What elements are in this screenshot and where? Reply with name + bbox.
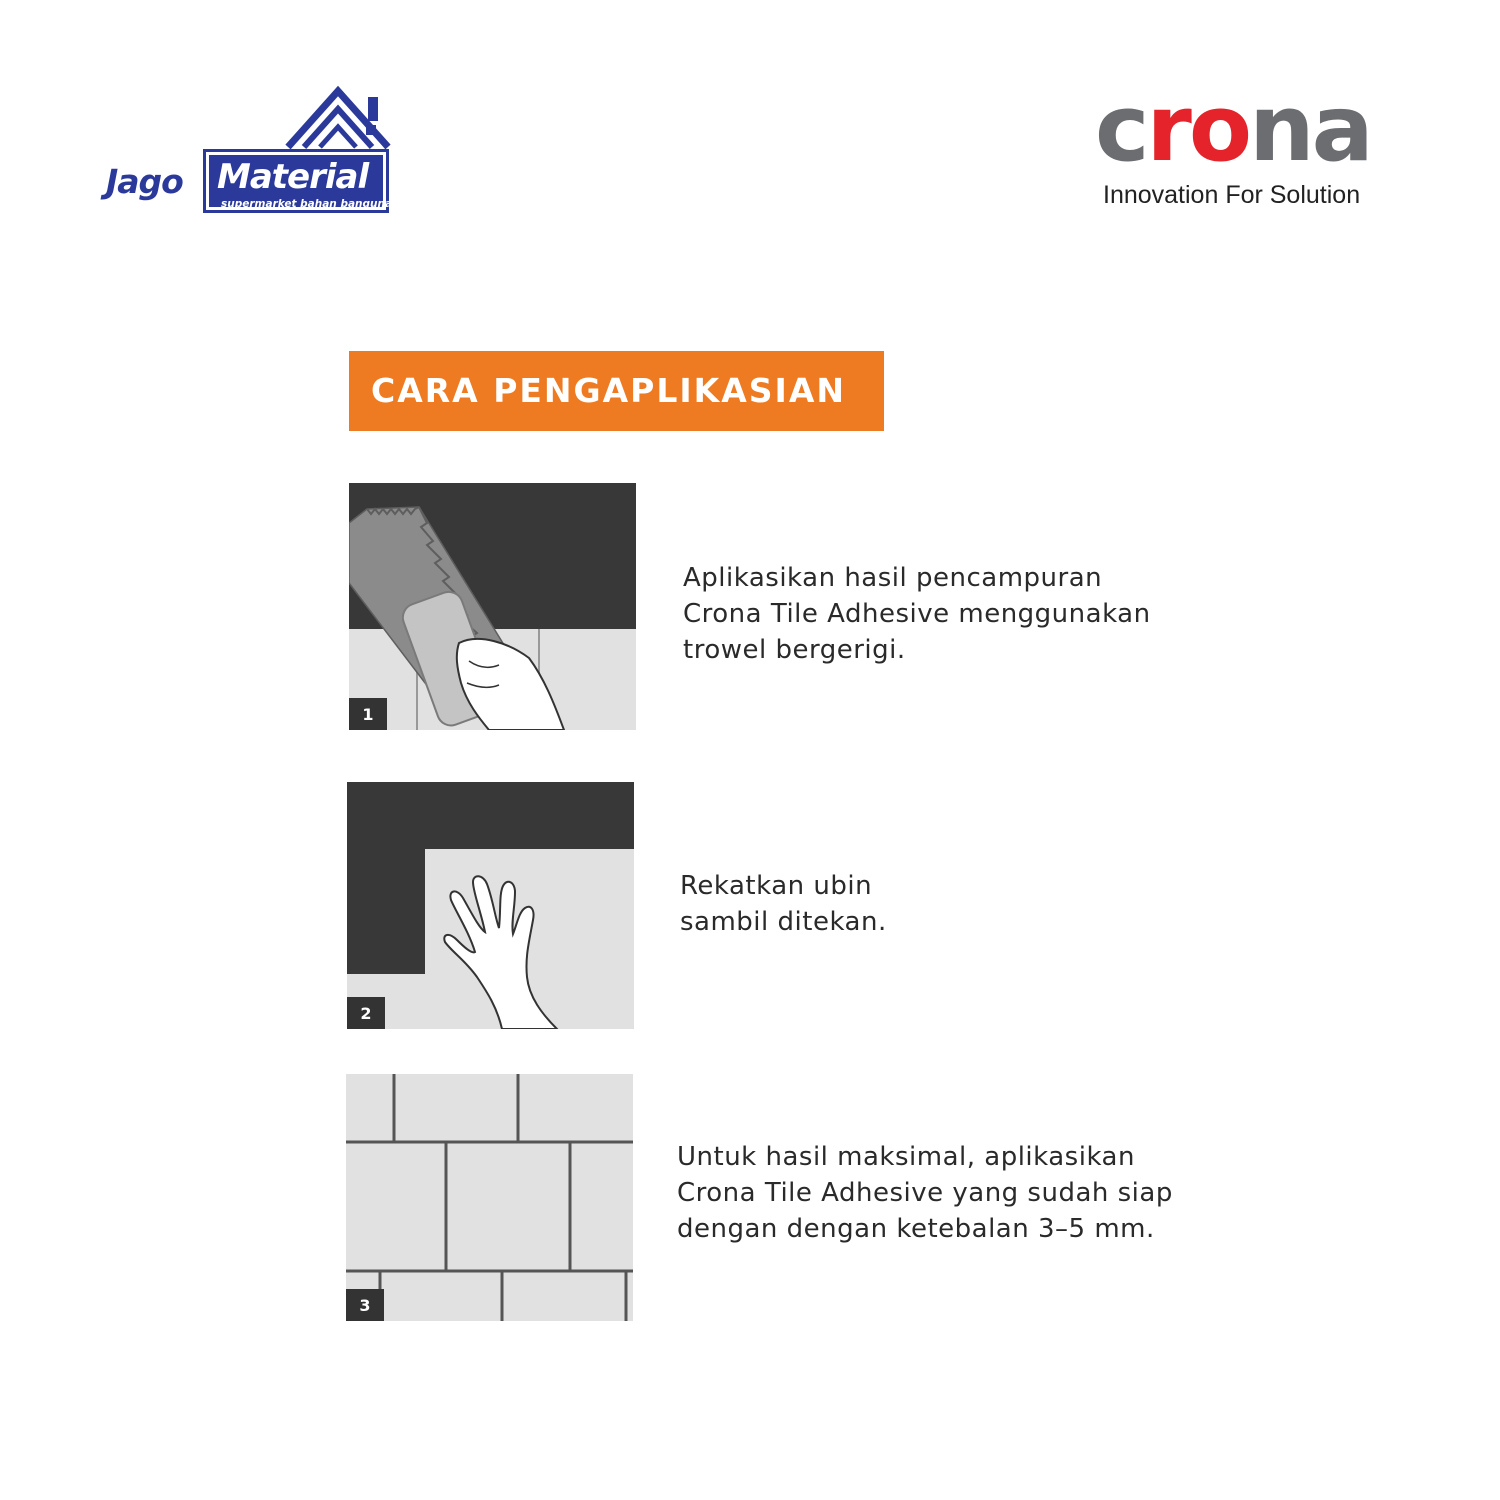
step-3-illustration	[346, 1074, 633, 1321]
jago-word: Jago	[106, 162, 183, 201]
crona-na: na	[1249, 75, 1371, 182]
step-number-badge: 1	[349, 698, 387, 730]
step-2-line-1: Rekatkan ubin	[680, 871, 873, 901]
step-1-text	[683, 560, 1151, 668]
step-3-line-1: Untuk hasil maksimal, aplikasikan	[677, 1142, 1135, 1172]
step-3-line-2: Crona Tile Adhesive yang sudah siap	[677, 1178, 1173, 1208]
step-2-illustration	[347, 782, 634, 1029]
tile-grid-icon	[346, 1074, 633, 1321]
crona-c: c	[1095, 75, 1147, 182]
house-roof-icon	[280, 85, 400, 155]
jago-material-logo	[100, 85, 400, 220]
step-1-illustration	[349, 483, 636, 730]
step-2-line-2: sambil ditekan.	[680, 907, 887, 937]
page-title: CARA PENGAPLIKASIAN	[371, 371, 846, 410]
trowel-hand-icon	[349, 483, 636, 730]
step-number-badge: 2	[347, 997, 385, 1029]
step-number-badge: 3	[346, 1289, 384, 1321]
crona-wordmark	[1095, 75, 1371, 182]
hand-press-tile-icon	[347, 782, 634, 1029]
crona-logo	[1095, 75, 1405, 215]
heading-banner	[349, 351, 884, 431]
step-1-line-1: Aplikasikan hasil pencampuran	[683, 563, 1103, 593]
step-1-line-2: Crona Tile Adhesive menggunakan	[683, 599, 1151, 629]
crona-ro: ro	[1146, 75, 1250, 182]
jago-material-box	[203, 149, 400, 213]
jago-tagline: supermarket bahan bangunan	[221, 198, 400, 210]
material-word: Material	[217, 157, 369, 197]
step-3-text	[677, 1139, 1173, 1247]
step-2-text	[680, 868, 887, 940]
step-1-line-3: trowel bergerigi.	[683, 635, 906, 665]
step-3-line-3: dengan dengan ketebalan 3–5 mm.	[677, 1214, 1155, 1244]
crona-tagline: Innovation For Solution	[1103, 181, 1361, 209]
